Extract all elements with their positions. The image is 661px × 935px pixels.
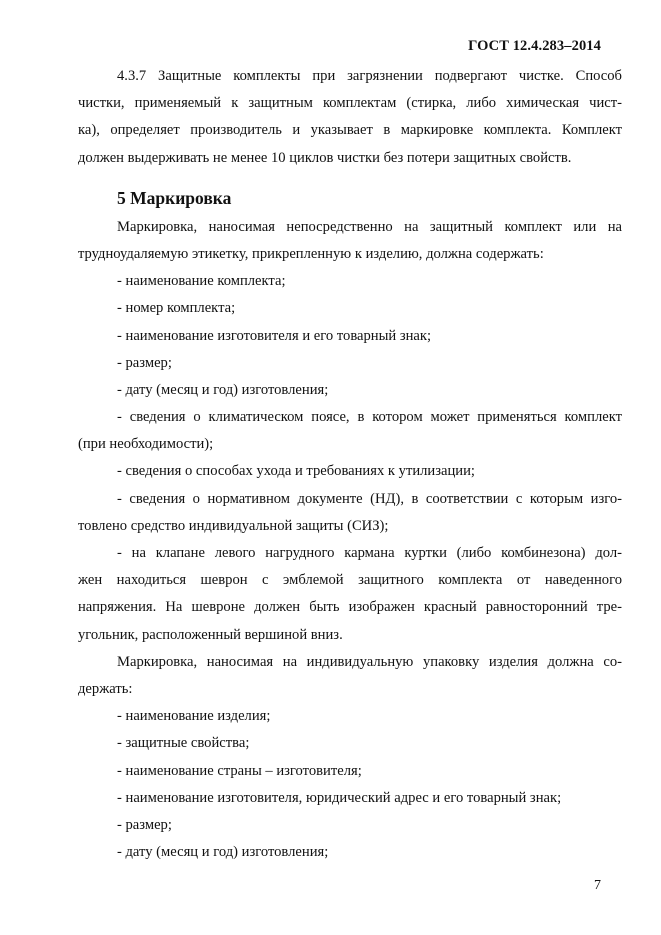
text-line: напряжения. На шевроне должен быть изображен красный равносторонний тре- — [78, 599, 622, 616]
list-item: - наименование изготовителя, юридический адрес и его товарный знак; — [117, 789, 562, 806]
text-line: угольник, расположенный вершиной вниз. — [78, 626, 343, 643]
list-item: - номер комплекта; — [117, 300, 236, 317]
list-item-normative-document — [78, 486, 622, 540]
page-number: 7 — [594, 878, 601, 893]
marking-intro-paragraph — [78, 214, 622, 268]
package-item-list — [78, 703, 622, 866]
list-item: - размер; — [117, 354, 172, 371]
text-line: держать: — [78, 680, 133, 697]
text-line: ка), определяет производитель и указывает в маркировке комплекта. Комплект — [78, 122, 622, 139]
section-heading: 5 Маркировка — [117, 187, 232, 208]
text-line: Маркировка, наносимая на индивидуальную упаковку изделия должна со- — [117, 653, 622, 670]
page-body — [78, 63, 622, 866]
text-line: 4.3.7 Защитные комплекты при загрязнении подвергают чистке. Способ — [117, 68, 622, 84]
list-item: - наименование изделия; — [117, 708, 271, 725]
text-line: (при необходимости); — [78, 436, 214, 453]
document-code-header: ГОСТ 12.4.283–2014 — [468, 38, 601, 54]
list-item-chevron — [78, 540, 622, 649]
text-line: трудноудаляемую этикетку, прикрепленную к изделию, должна содержать: — [78, 245, 544, 262]
list-item: - наименование комплекта; — [117, 273, 286, 290]
text-line: - сведения о нормативном документе (НД), в соответствии с которым изго- — [117, 490, 622, 507]
list-item-care: - сведения о способах ухода и требованиях к утилизации; — [117, 463, 475, 480]
text-line: Маркировка, наносимая непосредственно на защитный комплект или на — [117, 218, 622, 235]
list-item-climate — [78, 404, 622, 458]
text-line: - на клапане левого нагрудного кармана куртки (либо комбинезона) дол- — [117, 545, 622, 561]
list-item: - защитные свойства; — [117, 735, 250, 752]
text-line: жен находиться шеврон с эмблемой защитного комплекта от наведенного — [78, 572, 622, 589]
package-marking-paragraph — [78, 649, 622, 703]
text-line: должен выдерживать не менее 10 циклов чистки без потери защитных свойств. — [78, 149, 572, 166]
text-line: чистки, применяемый к защитным комплектам (стирка, либо химическая чист- — [78, 95, 622, 112]
marking-item-list — [78, 268, 622, 404]
text-line: - сведения о климатическом поясе, в котором может применяться комплект — [117, 409, 622, 426]
text-line: товлено средство индивидуальной защиты (СИЗ); — [78, 517, 389, 534]
list-item: - наименование изготовителя и его товарный знак; — [117, 327, 432, 344]
list-item: - размер; — [117, 816, 172, 833]
list-item: - дату (месяц и год) изготовления; — [117, 381, 329, 398]
paragraph-4-3-7 — [78, 63, 622, 172]
list-item: - наименование страны – изготовителя; — [117, 762, 362, 779]
list-item: - дату (месяц и год) изготовления; — [117, 844, 329, 861]
